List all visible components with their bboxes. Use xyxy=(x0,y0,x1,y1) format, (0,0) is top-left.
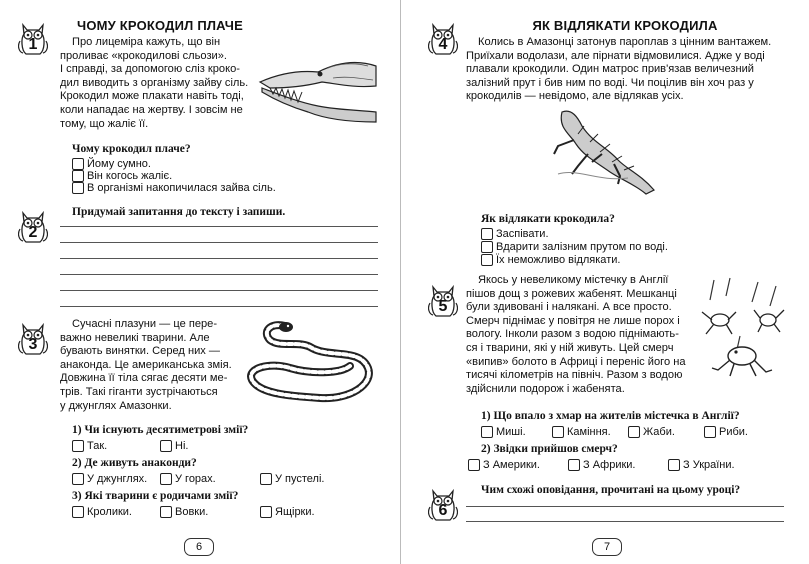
question-3-2: 2) Де живуть анаконди? xyxy=(72,457,197,469)
checkbox[interactable] xyxy=(568,459,580,471)
crocodile-head-illustration xyxy=(258,52,378,124)
section-title: ЯК ВІДЛЯКАТИ КРОКОДИЛА xyxy=(532,18,718,33)
answer-option[interactable]: З України. xyxy=(668,459,735,471)
anaconda-illustration xyxy=(240,318,380,410)
answer-option[interactable]: Ящірки. xyxy=(260,506,315,518)
page-number: 6 xyxy=(184,538,214,556)
answer-option[interactable]: Вовки. xyxy=(160,506,208,518)
task-number: 1 xyxy=(28,36,38,53)
checkbox[interactable] xyxy=(704,426,716,438)
answer-option[interactable]: Їх неможливо відлякати. xyxy=(481,254,620,266)
owl-number-badge-2 xyxy=(18,210,48,244)
section-title: ЧОМУ КРОКОДИЛ ПЛАЧЕ xyxy=(76,18,243,33)
checkbox[interactable] xyxy=(481,426,493,438)
page-number: 7 xyxy=(592,538,622,556)
checkbox[interactable] xyxy=(260,473,272,485)
checkbox[interactable] xyxy=(72,506,84,518)
question-3-1: 1) Чи існують десятиметрові змії? xyxy=(72,424,249,436)
task-number: 2 xyxy=(28,224,38,241)
answer-line[interactable] xyxy=(466,521,784,522)
answer-option[interactable]: У горах. xyxy=(160,473,216,485)
page-divider xyxy=(400,0,401,564)
checkbox[interactable] xyxy=(72,158,84,170)
owl-number-badge-4 xyxy=(428,22,458,56)
writing-task-prompt: Придумай запитання до тексту і запиши. xyxy=(72,206,286,218)
question-4: Як відлякати крокодила? xyxy=(481,213,615,225)
answer-option[interactable]: Жаби. xyxy=(628,426,675,438)
crocodile-illustration xyxy=(548,104,658,200)
checkbox[interactable] xyxy=(481,228,493,240)
owl-number-badge-6 xyxy=(428,488,458,522)
writing-task-prompt: Чим схожі оповідання, прочитані на цьому уроці? xyxy=(481,484,741,496)
story-text-4: Колись в Амазонці затонув пароплав з цінним вантажем. Приїхали водолази, але пірнати відмовилися. Адже у воді плавали крокодили. Один матрос прив'язав величезний залізний прут і бив ним по воді. Чи поцілив він хоч раз у крокодилів — невідомо, але відлякав усіх. xyxy=(466,36,772,103)
checkbox[interactable] xyxy=(160,473,172,485)
checkbox[interactable] xyxy=(160,440,172,452)
task-number: 5 xyxy=(438,298,448,315)
answer-option[interactable]: Так. xyxy=(72,440,107,452)
answer-option[interactable]: З Африки. xyxy=(568,459,636,471)
answer-option[interactable]: Риби. xyxy=(704,426,748,438)
answer-option[interactable]: Вдарити залізним прутом по воді. xyxy=(481,241,668,253)
checkbox[interactable] xyxy=(468,459,480,471)
task-number: 4 xyxy=(438,36,448,53)
story-text-3: Сучасні плазуни — це пере- важно невеликі тварини. Але бувають винятки. Серед них — анаконда. Це американська змія. Довжина її тіла сягає десяти ме- трів. Такі гіганти зустрічаються у джунглях Амазонки. xyxy=(60,318,232,412)
owl-number-badge-3 xyxy=(18,322,48,356)
question-5-2: 2) Звідки прийшов смерч? xyxy=(481,443,618,455)
answer-line[interactable] xyxy=(60,306,378,307)
answer-option[interactable]: Каміння. xyxy=(552,426,611,438)
answer-line[interactable] xyxy=(466,506,784,507)
answer-option[interactable]: Він когось жаліє. xyxy=(72,170,172,182)
checkbox[interactable] xyxy=(72,170,84,182)
checkbox[interactable] xyxy=(72,440,84,452)
answer-line[interactable] xyxy=(60,226,378,227)
owl-number-badge-1 xyxy=(18,22,48,56)
question-5-1: 1) Що впало з хмар на жителів містечка в Англії? xyxy=(481,410,740,422)
falling-frogs-illustration xyxy=(700,276,788,384)
answer-option[interactable]: Заспівати. xyxy=(481,228,549,240)
answer-option[interactable]: Йому сумно. xyxy=(72,158,151,170)
answer-line[interactable] xyxy=(60,258,378,259)
answer-option[interactable]: З Америки. xyxy=(468,459,540,471)
question-1: Чому крокодил плаче? xyxy=(72,143,191,155)
checkbox[interactable] xyxy=(628,426,640,438)
answer-line[interactable] xyxy=(60,290,378,291)
checkbox[interactable] xyxy=(72,182,84,194)
checkbox[interactable] xyxy=(668,459,680,471)
checkbox[interactable] xyxy=(481,254,493,266)
answer-option[interactable]: Миші. xyxy=(481,426,526,438)
checkbox[interactable] xyxy=(160,506,172,518)
answer-option[interactable]: У джунглях. xyxy=(72,473,147,485)
answer-line[interactable] xyxy=(60,242,378,243)
answer-option[interactable]: Ні. xyxy=(160,440,188,452)
checkbox[interactable] xyxy=(72,473,84,485)
story-text-5: Якось у невеликому містечку в Англії пішов дощ з рожевих жабенят. Мешканці були здивовані і налякані. А все просто. Смерч піднімає у повітря не лише порох і вологу. Інколи разом з водою піднімають- ся і тварини, які у ній живуть. Цей смерч «випив» болото в Африці і переніс його на тисячі кілометрів на північ. Разом з водою здійснили подорож і жабенята. xyxy=(466,274,686,395)
owl-number-badge-5 xyxy=(428,284,458,318)
story-text-1: Про лицеміра кажуть, що він проливає «крокодилові сльози». І справді, за допомогою сліз кроко- дил виводить з організму зайву сіль. Крокодил може плакати навіть тоді, коли нападає на жертву. І зовсім не тому, що жаліє її. xyxy=(60,36,249,130)
answer-option[interactable]: В організмі накопичилася зайва сіль. xyxy=(72,182,276,194)
task-number: 6 xyxy=(438,502,448,519)
question-3-3: 3) Які тварини є родичами змії? xyxy=(72,490,239,502)
answer-line[interactable] xyxy=(60,274,378,275)
checkbox[interactable] xyxy=(481,241,493,253)
answer-option[interactable]: У пустелі. xyxy=(260,473,324,485)
checkbox[interactable] xyxy=(260,506,272,518)
checkbox[interactable] xyxy=(552,426,564,438)
task-number: 3 xyxy=(28,336,38,353)
answer-option[interactable]: Кролики. xyxy=(72,506,132,518)
